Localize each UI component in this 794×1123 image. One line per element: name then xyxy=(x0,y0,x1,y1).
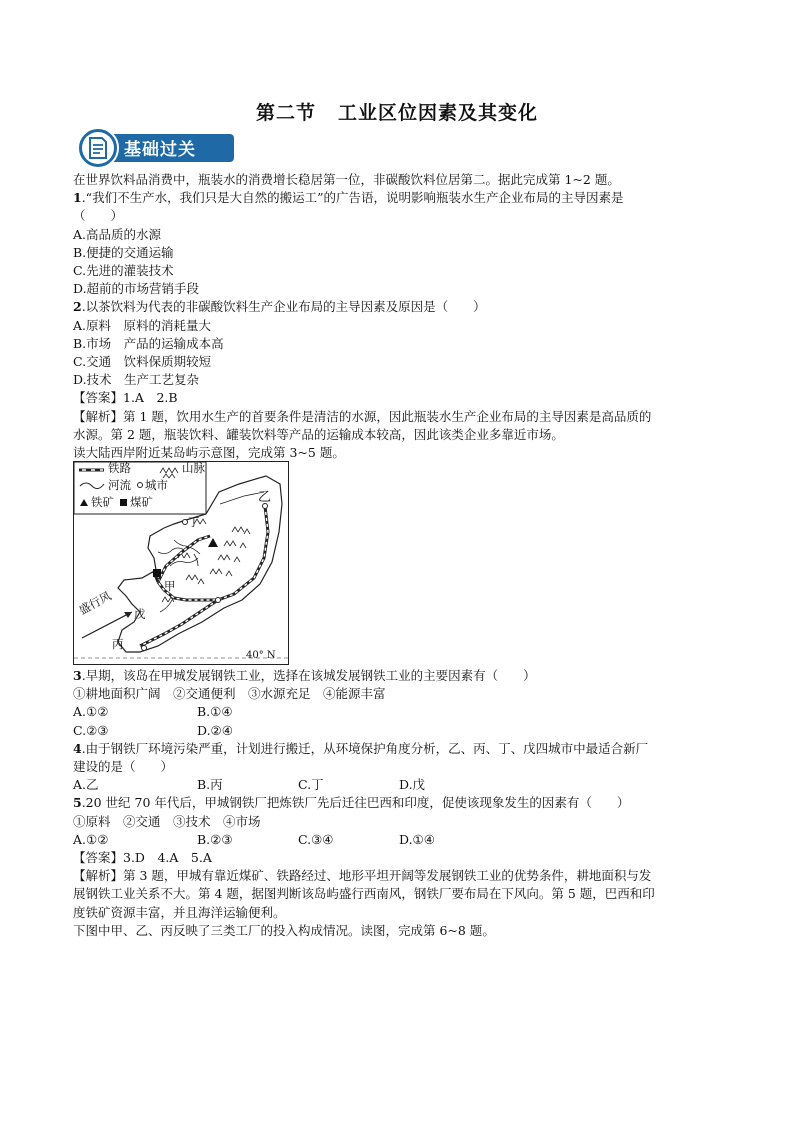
option: B.②③ xyxy=(197,831,233,847)
questions-block-1 xyxy=(73,171,725,462)
question-3-options-row xyxy=(73,703,725,721)
legend-coal-label: 煤矿 xyxy=(130,495,153,509)
question-text: .以茶饮料为代表的非碳酸饮料生产企业布局的主导因素及原因是（ ） xyxy=(81,299,486,315)
option: A.①② xyxy=(73,831,109,847)
question-text: .由于钢铁厂环境污染严重，计划进行搬迁，从环境保护角度分析，乙、丙、丁、戊四城市中最适合新厂 xyxy=(81,740,649,756)
option: A.乙 xyxy=(73,777,99,793)
prevailing-wind-label: 盛行风 xyxy=(76,588,114,618)
option: C.先进的灌装技术 xyxy=(73,263,174,279)
city-label-wu: 戊 xyxy=(134,607,146,621)
question-text: .20 世纪 70 年代后，甲城钢铁厂把炼铁厂先后迁往巴西和印度，促使该现象发生的因素有（ ） xyxy=(81,795,630,811)
intro-text-1: 在世界饮料品消费中，瓶装水的消费增长稳居第一位，非碳酸饮料位居第二。据此完成第 1~2 题。 xyxy=(73,172,620,187)
question-3-stem xyxy=(73,667,725,685)
option: D.①④ xyxy=(399,831,435,847)
option: C.②③ xyxy=(73,722,109,738)
legend-mountain-label: 山脉 xyxy=(182,461,205,475)
option: D.超前的市场营销手段 xyxy=(73,281,200,297)
option: D.戊 xyxy=(399,777,426,793)
option: A.高品质的水源 xyxy=(73,226,162,242)
analysis-1-line: 【解析】第 1 题，饮用水生产的首要条件是清洁的水源，因此瓶装水生产企业布局的主导因素是高品质的 xyxy=(73,408,652,424)
question-1-paren: （ ） xyxy=(73,208,124,224)
option: B.市场 产品的运输成本高 xyxy=(73,335,224,351)
page-title xyxy=(0,98,794,125)
section-number: 第二节 xyxy=(255,102,316,124)
question-3-items: ①耕地面积广阔 ②交通便利 ③水源充足 ④能源丰富 xyxy=(73,686,386,702)
analysis-2-line: 【解析】第 3 题，甲城有靠近煤矿、铁路经过、地形平坦开阔等发展钢铁工业的优势条件，耕地面积与发 xyxy=(73,868,652,884)
option: C.丁 xyxy=(298,777,324,793)
question-4-options-row xyxy=(73,776,725,794)
city-label-bing: 丙 xyxy=(112,637,124,651)
document-badge-icon xyxy=(76,126,120,170)
question-3-options-row xyxy=(73,722,725,740)
question-5-stem xyxy=(73,794,725,812)
question-text: .早期，该岛在甲城发展钢铁工业，选择在该城发展钢铁工业的主要因素有（ ） xyxy=(81,668,536,683)
question-2-stem xyxy=(73,298,725,316)
question-number: 3 xyxy=(73,668,82,683)
question-5-options-row xyxy=(73,831,725,849)
option: B.①④ xyxy=(197,704,233,720)
intro-text-2: 读大陆西岸附近某岛屿示意图，完成第 3~5 题。 xyxy=(73,445,345,461)
island-map xyxy=(73,461,289,665)
questions-block-2 xyxy=(73,667,725,940)
question-5-items: ①原料 ②交通 ③技术 ④市场 xyxy=(73,813,261,829)
option: A.原料 原料的消耗量大 xyxy=(73,317,212,333)
question-number: 1 xyxy=(73,190,82,206)
intro-text-3: 下图中甲、乙、丙反映了三类工厂的投入构成情况。读图，完成第 6~8 题。 xyxy=(73,922,495,938)
legend-railway-label: 铁路 xyxy=(108,461,131,475)
answer-1: 【答案】1.A 2.B xyxy=(73,390,178,406)
option: A.①② xyxy=(73,704,109,720)
question-1-stem xyxy=(73,189,725,207)
option: B.便捷的交通运输 xyxy=(73,244,174,260)
question-4-stem-cont: 建设的是（ ） xyxy=(73,759,174,775)
city-label-yi: 乙 xyxy=(258,490,272,505)
city-label-ding: 丁 xyxy=(188,515,200,529)
question-4-stem xyxy=(73,740,725,758)
analysis-1-line: 水源。第 2 题，瓶装饮料、罐装饮料等产品的运输成本较高，因此该类企业多靠近市场。 xyxy=(73,426,564,442)
option: C.交通 饮料保质期较短 xyxy=(73,354,212,370)
analysis-2-line: 度铁矿资源丰富，并且海洋运输便利。 xyxy=(73,904,286,920)
question-text: .“我们不生产水，我们只是大自然的搬运工”的广告语，说明影响瓶装水生产企业布局的主导因素是 xyxy=(81,190,624,206)
banner-label: 基础过关 xyxy=(124,140,196,160)
analysis-2-line: 展钢铁工业关系不大。第 4 题，据图判断该岛屿盛行西南风，钢铁厂要布局在下风向。第 5 题，巴西和印 xyxy=(73,886,655,902)
legend-iron-label: 铁矿 xyxy=(91,495,114,509)
question-number: 4 xyxy=(73,740,82,756)
section-title: 工业区位因素及其变化 xyxy=(338,102,539,124)
city-label-jia: 甲 xyxy=(164,579,176,593)
answer-2: 【答案】3.D 4.A 5.A xyxy=(73,850,212,866)
legend-city-label: 城市 xyxy=(145,478,168,492)
question-number: 5 xyxy=(73,795,82,811)
legend-river-label: 河流 xyxy=(108,478,131,492)
option: D.技术 生产工艺复杂 xyxy=(73,372,200,388)
question-number: 2 xyxy=(73,299,82,315)
island-map-drawing xyxy=(74,462,289,665)
latitude-label: 40° N xyxy=(246,650,276,661)
option: C.③④ xyxy=(298,831,334,847)
option: B.丙 xyxy=(197,777,223,793)
option: D.②④ xyxy=(197,722,233,738)
section-banner xyxy=(74,124,234,168)
